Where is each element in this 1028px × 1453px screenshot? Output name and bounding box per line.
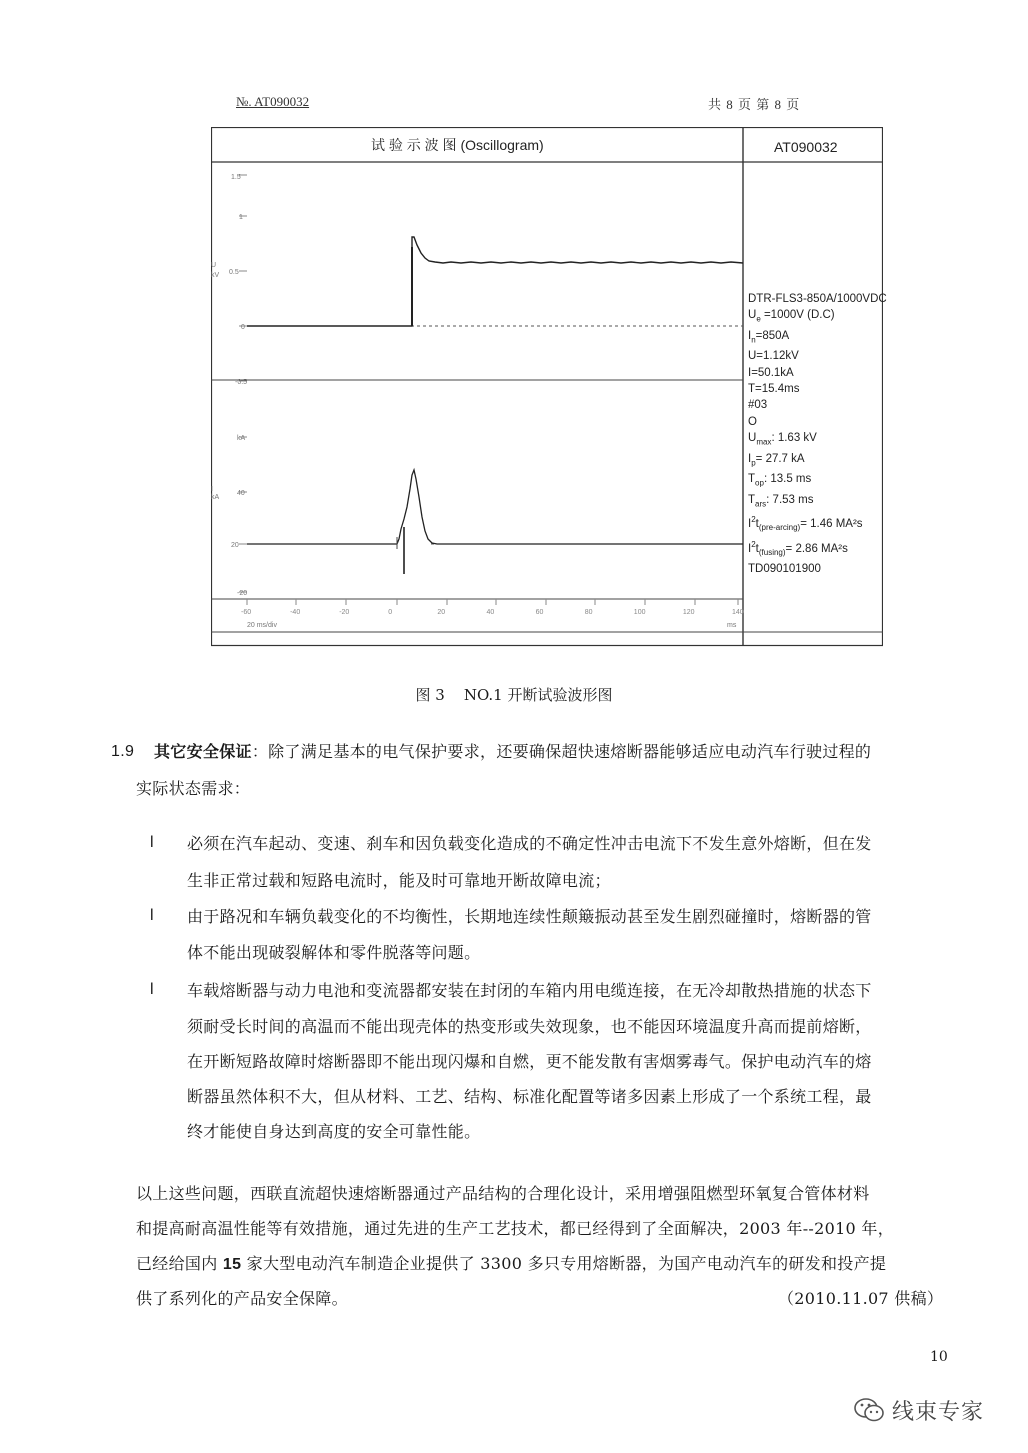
bullet-3-line2: 须耐受长时间的高温而不能出现壳体的热变形或失效现象，也不能因环境温度升高而提前熔断， [187,1017,872,1036]
section-intro-line2: 实际状态需求： [136,779,251,798]
page-number: 10 [930,1349,948,1365]
param-u: U=1.12kV [748,350,799,363]
svg-text:-0.5: -0.5 [235,379,248,386]
svg-text:kA: kA [211,494,220,501]
watermark [852,1390,984,1430]
x-tick-label: 120 [682,609,695,616]
param-shot: #03 [748,399,768,412]
param-ip: $I_p= 27.7$ kA [748,452,805,467]
bullet-mark-2: l [150,907,154,924]
param-i2t-fus: $I^2t_{(fusing)}= 2.86$ MA²s [748,539,848,557]
bullet-3-line5: 终才能使自身达到高度的安全可靠性能。 [187,1122,481,1141]
svg-text:kV: kV [211,272,220,279]
current-trace [247,470,743,544]
param-in: $I_n=850A$ [748,329,790,345]
test-parameters [748,291,887,577]
conclusion-line2: 和提高耐高温性能等有效措施，通过先进的生产工艺技术，都已经得到了全面解决，2003 年--2010 年， [136,1219,895,1238]
param-t: T=15.4ms [748,383,800,396]
oscillogram-figure [211,127,887,647]
conclusion-line4: 供了系列化的产品安全保障。 [136,1289,348,1308]
svg-text:40: 40 [237,490,245,497]
x-unit: ms [727,622,737,629]
x-tick-label: 60 [535,609,544,616]
param-ue-value: =1000V (D.C) [760,309,835,322]
svg-text:kA: kA [237,435,246,442]
svg-text:I: I [211,486,213,493]
param-type: DTR-FLS3-850A/1000VDC [748,293,887,305]
param-i: I=50.1kA [748,366,794,379]
param-umax: $U_{max}$: 1.63 kV [748,431,817,447]
bullet-1-line1: 必须在汽车起动、变速、刹车和因负载变化造成的不确定性冲击电流下不发生意外熔断，但在发 [187,834,872,853]
time-scale: 20 ms/div [247,622,277,629]
svg-text:0: 0 [241,324,245,331]
x-tick-label: 40 [486,609,495,616]
svg-text:U: U [211,262,217,269]
x-tick-label: -40 [290,609,301,616]
param-tars: $T_{ars}$: 7.53 ms [748,493,814,509]
param-in-value: =850A [755,329,790,342]
param-umax-value: : 1.63 kV [771,431,817,444]
svg-text:0.5: 0.5 [229,269,239,276]
figure-caption: 图 3 NO.1 开断试验波形图 [415,686,613,704]
section-intro-text: ：除了满足基本的电气保护要求，还要确保超快速熔断器能够适应电动汽车行驶过程的 [251,742,872,761]
watermark-text: 线束专家 [892,1399,985,1425]
manufacturer-count: 15 [222,1256,242,1273]
param-ue: $U_e =1000V$ (D.C) [748,309,835,324]
bullet-mark-3: l [150,981,154,998]
x-tick-label: 80 [584,609,593,616]
report-pages: 共 8 页 第 8 页 [708,97,801,112]
svg-text:-20: -20 [237,590,248,597]
param-top: $T_{op}$: 13.5 ms [748,473,812,488]
conclusion-line3-post: 家大型电动汽车制造企业提供了 3300 多只专用熔断器，为国产电动汽车的研发和投产提 [241,1254,887,1273]
x-tick-label: 0 [388,609,393,616]
osc-title: 试 验 示 波 图 (Oscillogram) [371,137,544,153]
section-heading: 其它安全保证 [154,742,252,761]
section-number: 1.9 [111,743,135,760]
svg-text:1.5: 1.5 [231,174,241,181]
x-tick-label: 140 [732,609,744,616]
channel-labels [211,262,220,501]
conclusion-line1: 以上这些问题，西联直流超快速熔断器通过产品结构的合理化设计，采用增强阻燃型环氧复合管体材料 [136,1184,870,1203]
conclusion-line3-pre: 已经给国内 [136,1254,223,1273]
x-tick-label: 20 [437,609,446,616]
param-i2t-fus-value: = 2.86 MA²s [785,542,848,555]
section-intro-line1 [154,735,871,769]
source-note: （2010.11.07 供稿） [778,1289,944,1308]
y-tick-labels [229,174,247,597]
x-tick-label: -60 [241,609,252,616]
bullet-2-line1: 由于路况和车辆负载变化的不均衡性，长期地连续性颠簸振动甚至发生剧烈碰撞时，熔断器的管 [187,907,872,926]
bullet-2-line2: 体不能出现破裂解体和零件脱落等问题。 [187,943,481,962]
report-number: №. AT090032 [236,94,310,109]
bullet-3-line4: 断器虽然体积不大，但从材料、工艺、结构、标准化配置等诸多因素上形成了一个系统工程，最 [187,1087,872,1106]
param-ip-value: = 27.7 kA [755,452,805,465]
bullet-mark-1: l [150,834,154,851]
x-ticks [247,599,738,605]
x-tick-label: 100 [633,609,646,616]
param-top-value: : 13.5 ms [763,473,812,486]
bullet-1-line2: 生非正常过载和短路电流时，能及时可靠地开断故障电流； [187,871,611,890]
param-td: TD090101900 [748,563,821,576]
bullet-3-line1: 车载熔断器与动力电池和变流器都安装在封闭的车箱内用电缆连接，在无冷却散热措施的状态下 [187,981,872,1000]
x-tick-label: -20 [339,609,350,616]
osc-report-id: AT090032 [774,139,838,155]
svg-text:1: 1 [239,214,243,221]
voltage-trace [247,237,743,326]
param-tars-value: : 7.53 ms [766,493,814,506]
param-i2t-pre: $I^2t_{(pre-arcing)}= 1.46$ MA²s [748,515,863,533]
param-op: O [748,415,757,428]
conclusion-line3 [136,1247,886,1282]
bullet-3-line3: 在开断短路故障时熔断器即不能出现闪爆和自燃，更不能发散有害烟雾毒气。保护电动汽车的熔 [187,1052,872,1071]
param-i2t-pre-value: = 1.46 MA²s [800,518,863,531]
svg-text:20: 20 [231,542,239,549]
wechat-icon [852,1395,886,1425]
